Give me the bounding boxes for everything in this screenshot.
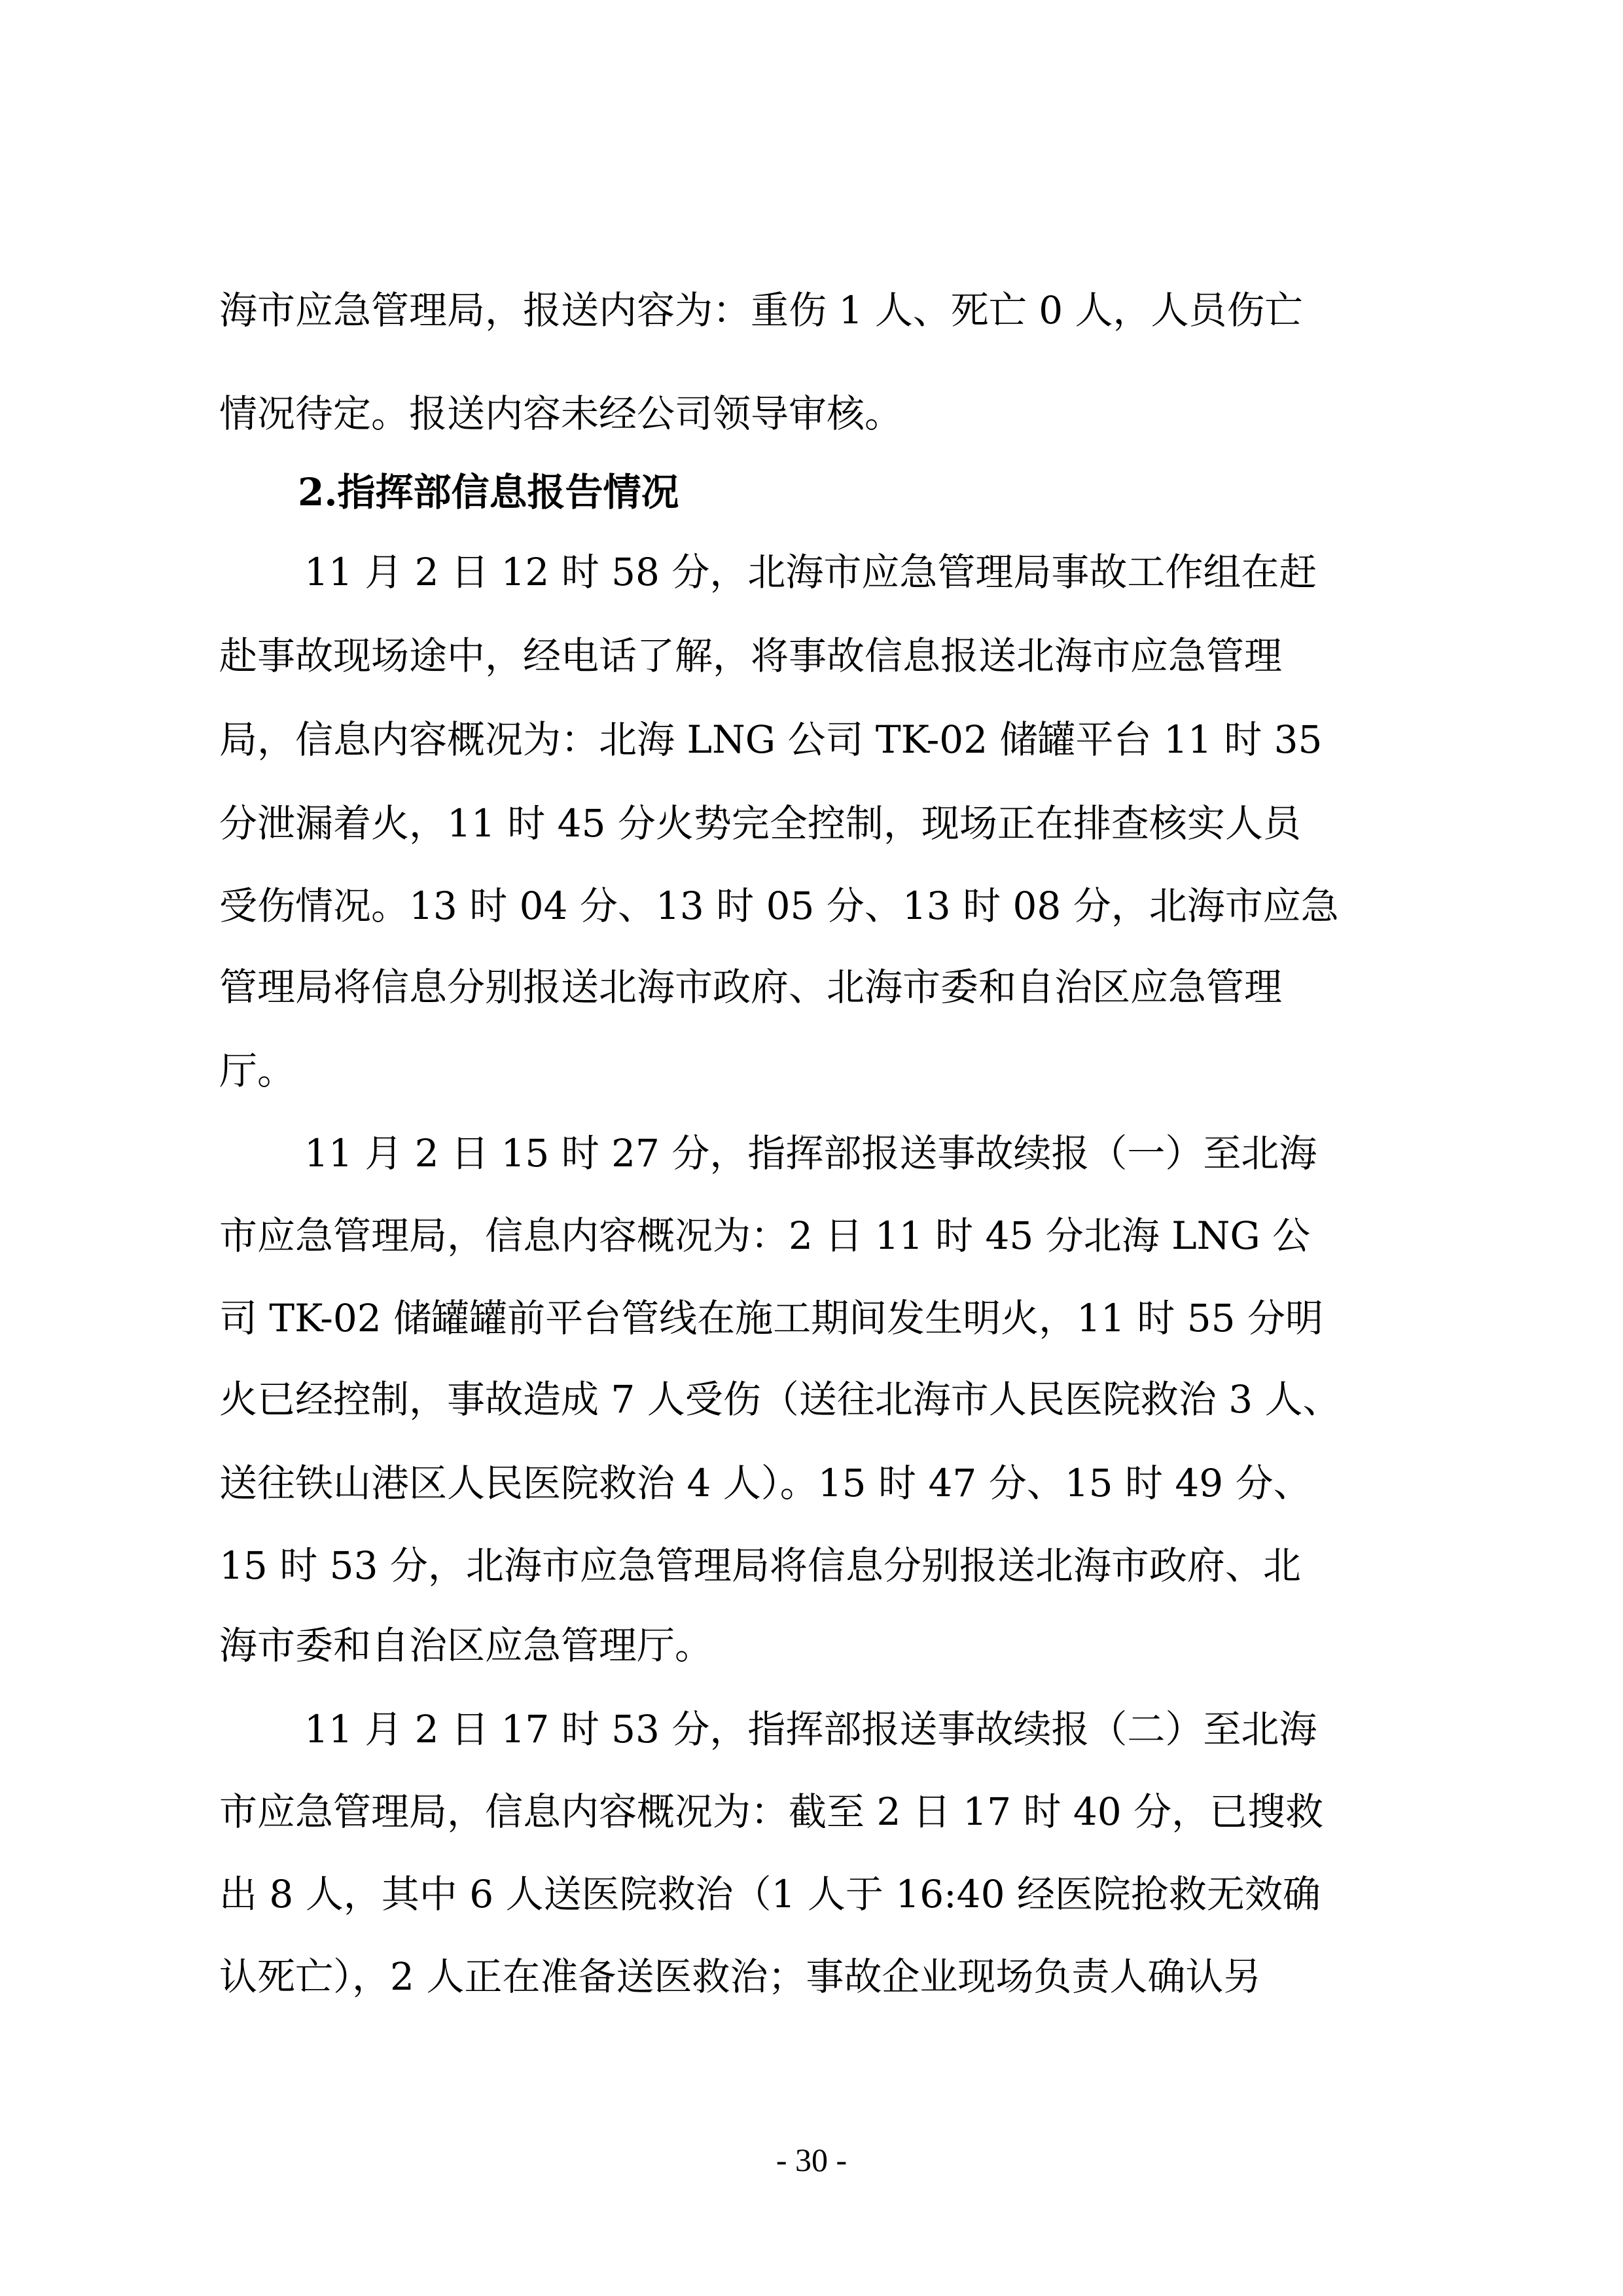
text-line: 受伤情况。13 时 04 分、13 时 05 分、13 时 08 分，北海市应急	[219, 884, 1339, 928]
text-line: 认死亡），2 人正在准备送医救治；事故企业现场负责人确认另	[219, 1954, 1262, 1999]
text-line: 局，信息内容概况为：北海 LNG 公司 TK-02 储罐平台 11 时 35	[219, 717, 1323, 762]
text-line: 司 TK-02 储罐罐前平台管线在施工期间发生明火，11 时 55 分明	[219, 1296, 1323, 1340]
text-line: 出 8 人，其中 6 人送医院救治（1 人于 16:40 经医院抢救无效确	[219, 1872, 1321, 1916]
text-line: 赴事故现场途中，经电话了解，将事故信息报送北海市应急管理	[219, 634, 1283, 678]
text-line: 海市应急管理局，报送内容为：重伤 1 人、死亡 0 人，人员伤亡	[219, 288, 1303, 332]
text-line: 分泄漏着火，11 时 45 分火势完全控制，现场正在排查核实人员	[219, 801, 1301, 846]
text-line: 管理局将信息分别报送北海市政府、北海市委和自治区应急管理	[219, 965, 1283, 1009]
text-line: 厅。	[219, 1049, 296, 1093]
text-line: 市应急管理局，信息内容概况为：截至 2 日 17 时 40 分，已搜救	[219, 1789, 1324, 1834]
text-line: 11 月 2 日 17 时 53 分，指挥部报送事故续报（二）至北海	[304, 1707, 1317, 1751]
text-line: 情况待定。报送内容未经公司领导审核。	[219, 391, 903, 436]
text-line: 火已经控制，事故造成 7 人受伤（送往北海市人民医院救治 3 人、	[219, 1377, 1341, 1422]
text-line: 11 月 2 日 12 时 58 分，北海市应急管理局事故工作组在赶	[304, 550, 1317, 594]
section-heading: 2.指挥部信息报告情况	[298, 470, 679, 514]
text-line: 海市委和自治区应急管理厅。	[219, 1623, 713, 1668]
text-line: 11 月 2 日 15 时 27 分，指挥部报送事故续报（一）至北海	[304, 1131, 1317, 1175]
page-number: - 30 -	[776, 2142, 847, 2178]
text-line: 送往铁山港区人民医院救治 4 人）。15 时 47 分、15 时 49 分、	[219, 1461, 1311, 1505]
text-line: 市应急管理局，信息内容概况为：2 日 11 时 45 分北海 LNG 公	[219, 1213, 1311, 1258]
text-line: 15 时 53 分，北海市应急管理局将信息分别报送北海市政府、北	[219, 1543, 1301, 1588]
